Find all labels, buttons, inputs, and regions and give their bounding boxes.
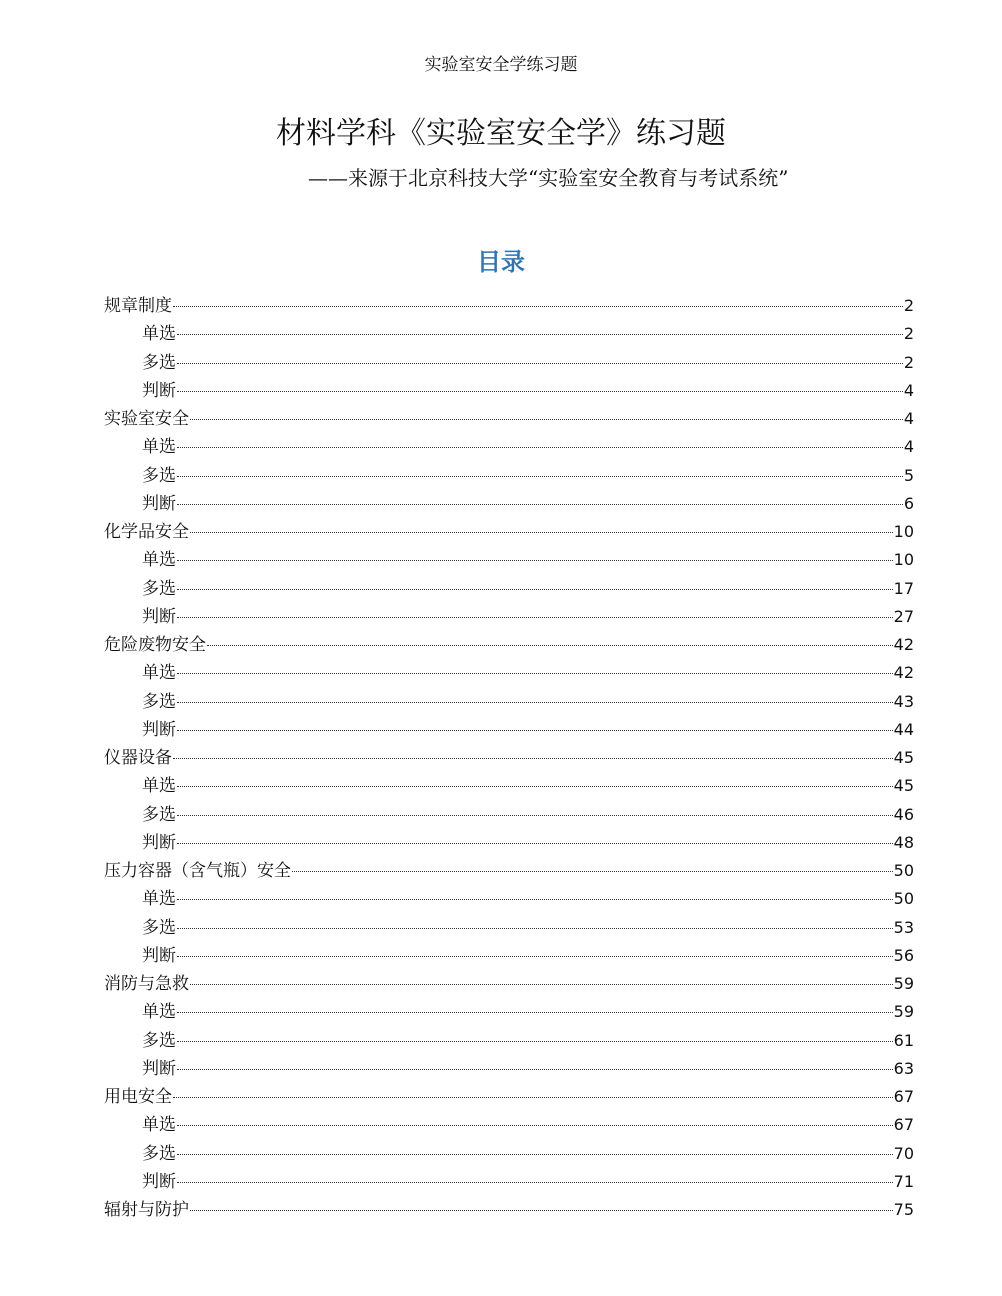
toc-entry[interactable]	[104, 914, 914, 942]
toc-dot-leader	[177, 1069, 893, 1070]
toc-entry[interactable]	[104, 998, 914, 1026]
toc-entry-label: 多选	[142, 578, 176, 599]
toc-entry[interactable]	[104, 1168, 914, 1196]
toc-entry-page-number: 10	[893, 522, 914, 541]
toc-dot-leader	[177, 673, 893, 674]
document-subtitle: ——来源于北京科技大学“实验室安全教育与考试系统”	[308, 166, 789, 190]
toc-entry[interactable]	[104, 659, 914, 687]
toc-dot-leader	[177, 702, 893, 703]
toc-entry-page-number: 5	[903, 465, 914, 485]
toc-entry-page-number: 46	[893, 804, 914, 824]
toc-dot-leader	[177, 1012, 893, 1013]
toc-dot-leader	[190, 532, 893, 533]
toc-entry-label: 消防与急救	[104, 974, 189, 994]
toc-dot-leader	[190, 984, 893, 985]
toc-dot-leader	[177, 334, 903, 335]
toc-entry-label: 单选	[142, 1115, 176, 1136]
toc-entry-page-number: 27	[893, 606, 914, 626]
toc-entry-page-number: 67	[893, 1087, 914, 1106]
toc-entry-page-number: 61	[893, 1030, 914, 1050]
toc-entry-page-number: 50	[893, 889, 914, 909]
toc-entry-page-number: 42	[893, 635, 914, 654]
toc-entry-page-number: 71	[893, 1171, 914, 1191]
toc-entry[interactable]	[104, 349, 914, 377]
toc-entry-label: 多选	[142, 465, 176, 486]
toc-dot-leader	[177, 447, 903, 448]
toc-entry[interactable]	[104, 885, 914, 913]
toc-entry-label: 判断	[142, 832, 176, 853]
toc-entry[interactable]	[104, 1196, 914, 1224]
toc-entry-label: 单选	[142, 550, 176, 571]
toc-entry[interactable]	[104, 575, 914, 603]
toc-entry-page-number: 6	[903, 493, 914, 513]
toc-entry[interactable]	[104, 1055, 914, 1083]
toc-dot-leader	[190, 1210, 893, 1211]
toc-entry-label: 实验室安全	[104, 409, 189, 429]
table-of-contents	[104, 292, 914, 1224]
toc-entry[interactable]	[104, 772, 914, 800]
toc-entry-label: 判断	[142, 606, 176, 627]
toc-dot-leader	[173, 1097, 893, 1098]
toc-entry-label: 判断	[142, 1171, 176, 1192]
toc-entry-page-number: 59	[893, 1002, 914, 1022]
toc-dot-leader	[177, 730, 893, 731]
toc-entry-label: 单选	[142, 889, 176, 910]
toc-entry-page-number: 4	[903, 409, 914, 428]
toc-dot-leader	[177, 1041, 893, 1042]
toc-entry-label: 多选	[142, 691, 176, 712]
toc-entry-label: 多选	[142, 1030, 176, 1051]
toc-entry[interactable]	[104, 377, 914, 405]
toc-dot-leader	[177, 589, 893, 590]
toc-dot-leader	[177, 1182, 893, 1183]
toc-entry-page-number: 53	[893, 917, 914, 937]
toc-entry-page-number: 4	[903, 437, 914, 457]
toc-entry[interactable]	[104, 942, 914, 970]
toc-entry[interactable]	[104, 829, 914, 857]
toc-entry[interactable]	[104, 688, 914, 716]
toc-entry-label: 判断	[142, 493, 176, 514]
toc-entry-label: 规章制度	[104, 296, 172, 316]
toc-entry[interactable]	[104, 1140, 914, 1168]
toc-entry-page-number: 2	[903, 324, 914, 344]
toc-dot-leader	[177, 391, 903, 392]
toc-entry-page-number: 50	[893, 861, 914, 880]
toc-entry-page-number: 59	[893, 974, 914, 993]
toc-entry[interactable]	[104, 546, 914, 574]
toc-dot-leader	[177, 1154, 893, 1155]
toc-entry-page-number: 4	[903, 380, 914, 400]
toc-entry-page-number: 2	[903, 352, 914, 372]
toc-entry[interactable]	[104, 462, 914, 490]
toc-heading: 目录	[477, 248, 525, 276]
toc-dot-leader	[177, 928, 893, 929]
toc-entry-label: 多选	[142, 1143, 176, 1164]
toc-entry-page-number: 56	[893, 945, 914, 965]
toc-entry[interactable]	[104, 518, 914, 546]
toc-dot-leader	[173, 758, 893, 759]
toc-dot-leader	[173, 306, 903, 307]
toc-entry-label: 判断	[142, 1058, 176, 1079]
toc-dot-leader	[177, 956, 893, 957]
toc-entry-label: 仪器设备	[104, 748, 172, 768]
toc-dot-leader	[207, 645, 893, 646]
toc-entry[interactable]	[104, 801, 914, 829]
toc-dot-leader	[177, 843, 893, 844]
toc-dot-leader	[177, 363, 903, 364]
toc-entry-label: 辐射与防护	[104, 1200, 189, 1220]
toc-entry-label: 单选	[142, 1002, 176, 1023]
toc-entry[interactable]	[104, 1083, 914, 1111]
toc-entry-page-number: 70	[893, 1143, 914, 1163]
toc-entry-label: 判断	[142, 380, 176, 401]
toc-entry[interactable]	[104, 1027, 914, 1055]
toc-entry-label: 判断	[142, 945, 176, 966]
toc-dot-leader	[190, 419, 903, 420]
toc-dot-leader	[177, 786, 893, 787]
toc-entry[interactable]	[104, 490, 914, 518]
toc-dot-leader	[177, 1125, 893, 1126]
toc-dot-leader	[177, 899, 893, 900]
toc-dot-leader	[177, 504, 903, 505]
toc-dot-leader	[177, 560, 893, 561]
toc-entry-label: 单选	[142, 776, 176, 797]
toc-entry-label: 判断	[142, 719, 176, 740]
toc-entry-label: 压力容器（含气瓶）安全	[104, 861, 291, 881]
toc-entry-label: 化学品安全	[104, 522, 189, 542]
toc-dot-leader	[177, 815, 893, 816]
toc-entry[interactable]	[104, 292, 914, 320]
toc-entry-page-number: 45	[893, 776, 914, 796]
toc-entry-page-number: 63	[893, 1058, 914, 1078]
toc-entry-label: 用电安全	[104, 1087, 172, 1107]
toc-entry-page-number: 17	[893, 578, 914, 598]
running-header: 实验室安全学练习题	[424, 55, 578, 75]
toc-entry-label: 多选	[142, 917, 176, 938]
document-title: 材料学科《实验室安全学》练习题	[276, 116, 726, 151]
toc-entry[interactable]	[104, 716, 914, 744]
toc-entry-label: 单选	[142, 324, 176, 345]
toc-entry-label: 危险废物安全	[104, 635, 206, 655]
toc-entry[interactable]	[104, 405, 914, 433]
toc-entry[interactable]	[104, 744, 914, 772]
toc-entry[interactable]	[104, 970, 914, 998]
toc-entry-page-number: 67	[893, 1115, 914, 1135]
toc-entry-label: 单选	[142, 437, 176, 458]
toc-entry-page-number: 43	[893, 691, 914, 711]
toc-entry-page-number: 45	[893, 748, 914, 767]
toc-entry-page-number: 10	[893, 550, 914, 570]
toc-entry-label: 多选	[142, 352, 176, 373]
toc-entry-label: 单选	[142, 663, 176, 684]
toc-dot-leader	[177, 617, 893, 618]
toc-entry-page-number: 75	[893, 1200, 914, 1219]
toc-entry[interactable]	[104, 433, 914, 461]
toc-entry-page-number: 48	[893, 832, 914, 852]
toc-entry[interactable]	[104, 320, 914, 348]
toc-entry[interactable]	[104, 631, 914, 659]
toc-entry-label: 多选	[142, 804, 176, 825]
toc-entry[interactable]	[104, 603, 914, 631]
toc-entry[interactable]	[104, 1111, 914, 1139]
toc-entry-page-number: 2	[903, 296, 914, 315]
toc-entry-page-number: 44	[893, 719, 914, 739]
toc-dot-leader	[177, 476, 903, 477]
toc-entry-page-number: 42	[893, 663, 914, 683]
toc-dot-leader	[292, 871, 893, 872]
toc-entry[interactable]	[104, 857, 914, 885]
